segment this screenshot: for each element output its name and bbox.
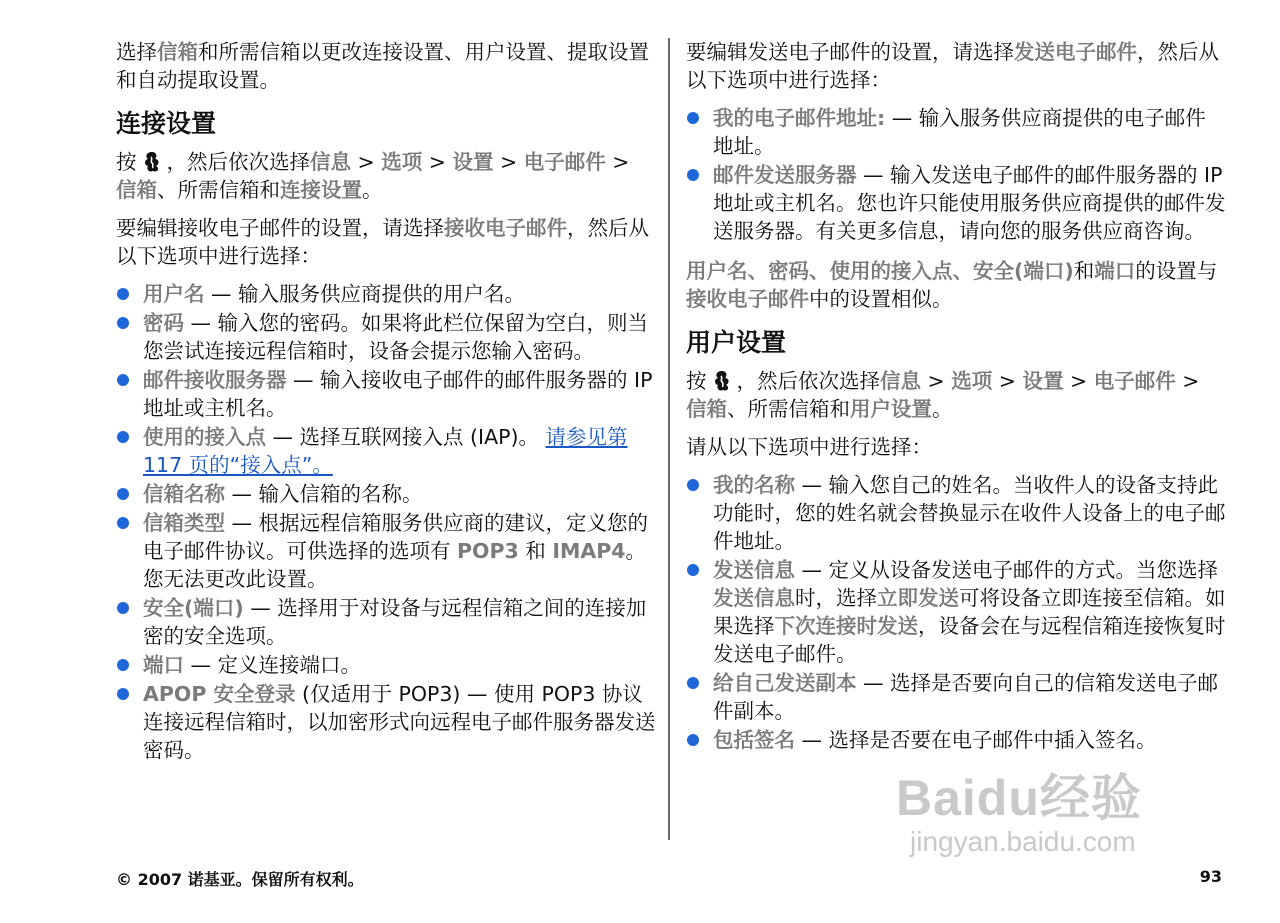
right-column xyxy=(686,38,1226,766)
option-description: — 输入服务供应商提供的电子邮件地址。 xyxy=(713,106,1206,158)
separator: > xyxy=(998,369,1016,393)
menu-term: 端口 xyxy=(1094,259,1136,283)
text: 要编辑接收电子邮件的设置，请选择 xyxy=(116,216,444,240)
similar-settings-paragraph xyxy=(686,257,1226,313)
separator: > xyxy=(428,150,446,174)
list-item xyxy=(686,726,1226,754)
list-item xyxy=(116,366,656,422)
option-label: 发送信息 xyxy=(713,558,795,582)
text: 按 xyxy=(686,369,707,393)
option-value: IMAP4 xyxy=(552,539,626,563)
text: ，然后从以下选项中进行选择： xyxy=(116,216,649,268)
separator: > xyxy=(1182,369,1200,393)
menu-term: 发送信息 xyxy=(713,586,795,610)
text: ，然后从以下选项中进行选择： xyxy=(686,40,1219,92)
option-description: (仅适用于 POP3) — 使用 POP3 协议连接远程信箱时，以加密形式向远程电子邮件服务器发送密码。 xyxy=(143,682,656,762)
edit-incoming-paragraph xyxy=(116,214,656,270)
option-label: 邮件发送服务器 xyxy=(713,163,857,187)
text: 和 xyxy=(1073,259,1095,283)
list-item xyxy=(686,161,1226,245)
bullet-icon xyxy=(687,564,699,576)
menu-term: 信箱 xyxy=(686,397,727,421)
separator: > xyxy=(357,150,375,174)
bullet-icon xyxy=(117,431,129,443)
menu-term: 信息 xyxy=(310,150,351,174)
copyright-footer: © 2007 诺基亚。保留所有权利。 xyxy=(116,870,364,889)
menu-term: 用户名 xyxy=(686,259,748,283)
option-description: 和 xyxy=(518,539,553,563)
menu-term: 、 xyxy=(747,259,768,283)
option-description: — 定义连接端口。 xyxy=(184,653,362,677)
text: 的设置与 xyxy=(1135,259,1218,283)
text: 、所需信箱和 xyxy=(157,178,280,202)
menu-term: 密码 xyxy=(768,259,809,283)
menu-term: 、 xyxy=(809,259,830,283)
menu-term: 信箱 xyxy=(116,178,157,202)
list-item xyxy=(116,280,656,308)
option-label: 邮件接收服务器 xyxy=(143,368,287,392)
option-label: 给自己发送副本 xyxy=(713,671,857,695)
menu-term: 用户设置 xyxy=(850,397,932,421)
page-number: 93 xyxy=(1199,867,1222,886)
option-description: — 根据远程信箱服务供应商的建议，定义您的电子邮件协议。可供选择的选项有 xyxy=(143,511,649,563)
access-point-link[interactable]: 请参见第 117 页的“接入点”。 xyxy=(143,425,628,477)
text: 和所需信箱以更改连接设置、用户设置、提取设置和自动提取设置。 xyxy=(116,40,649,92)
option-label: APOP 安全登录 xyxy=(143,682,296,706)
list-item xyxy=(686,556,1226,668)
menu-term: 、 xyxy=(952,259,973,283)
option-label: 包括签名 xyxy=(713,728,795,752)
bullet-icon xyxy=(687,169,699,181)
list-item xyxy=(686,471,1226,555)
user-settings-list xyxy=(686,471,1226,754)
bullet-icon xyxy=(687,479,699,491)
text: ，然后依次选择 xyxy=(166,150,310,174)
menu-key-icon xyxy=(711,369,733,393)
column-divider xyxy=(668,38,670,840)
option-label: 用户名 xyxy=(143,282,205,306)
bullet-icon xyxy=(117,288,129,300)
list-item xyxy=(116,594,656,650)
text: 。 xyxy=(932,397,953,421)
bullet-icon xyxy=(117,517,129,529)
bullet-icon xyxy=(117,317,129,329)
menu-term: 立即发送 xyxy=(877,586,959,610)
menu-term: 电子邮件 xyxy=(523,150,606,174)
list-item xyxy=(116,480,656,508)
option-label: 密码 xyxy=(143,311,184,335)
list-item xyxy=(116,680,656,764)
menu-term: 发送电子邮件 xyxy=(1014,40,1137,64)
menu-term: 连接设置 xyxy=(280,178,362,202)
option-description: — 选择是否要在电子邮件中插入签名。 xyxy=(795,728,1157,752)
menu-term: 安全(端口) xyxy=(973,259,1074,283)
section-heading-user-settings: 用户设置 xyxy=(686,328,787,357)
menu-term: 设置 xyxy=(1022,369,1064,393)
watermark-brand: Baidu经验 xyxy=(896,770,1142,826)
option-description: — 输入发送电子邮件的邮件服务器的 IP 地址或主机名。您也许只能使用服务供应商提供的邮件发送服务器。有关更多信息，请向您的服务供应商咨询。 xyxy=(713,163,1226,243)
menu-term: 电子邮件 xyxy=(1093,369,1176,393)
bullet-icon xyxy=(687,734,699,746)
separator: > xyxy=(927,369,945,393)
text: 按 xyxy=(116,150,137,174)
option-description: 时，选择 xyxy=(795,586,877,610)
separator: > xyxy=(1070,369,1088,393)
option-label: 安全(端口) xyxy=(143,596,244,620)
option-description: — 定义从设备发送电子邮件的方式。当您选择 xyxy=(795,558,1219,582)
bullet-icon xyxy=(117,659,129,671)
bullet-icon xyxy=(117,602,129,614)
option-description: — 输入服务供应商提供的用户名。 xyxy=(204,282,526,306)
section-heading-connection-settings: 连接设置 xyxy=(116,109,217,138)
text: ，然后依次选择 xyxy=(736,369,880,393)
outgoing-settings-list xyxy=(686,104,1226,245)
list-item xyxy=(116,423,656,479)
left-column xyxy=(116,38,656,776)
menu-key-icon xyxy=(141,150,163,174)
option-description: — 输入接收电子邮件的邮件服务器的 IP 地址或主机名。 xyxy=(143,368,653,420)
menu-term: 接收电子邮件 xyxy=(444,216,567,240)
text: 中的设置相似。 xyxy=(809,287,953,311)
option-description: — 输入信箱的名称。 xyxy=(225,482,423,506)
option-description: — 输入您自己的姓名。当收件人的设备支持此功能时，您的姓名就会替换显示在收件人设备上的电子邮件地址。 xyxy=(713,473,1226,553)
option-label: 信箱类型 xyxy=(143,511,225,535)
option-label: 信箱名称 xyxy=(143,482,225,506)
menu-term: 信箱 xyxy=(157,40,198,64)
option-label: 端口 xyxy=(143,653,184,677)
option-description: 可将设备立即连接至信箱。如果选择 xyxy=(713,586,1226,638)
option-description: — 选择互联网接入点 (IAP)。 xyxy=(266,425,546,449)
text: 要编辑发送电子邮件的设置，请选择 xyxy=(686,40,1014,64)
option-label: 使用的接入点 xyxy=(143,425,266,449)
incoming-settings-list xyxy=(116,280,656,764)
menu-term: 选项 xyxy=(381,150,423,174)
bullet-icon xyxy=(117,688,129,700)
option-description: ，设备会在与远程信箱连接恢复时发送电子邮件。 xyxy=(713,614,1226,666)
choose-paragraph: 请从以下选项中进行选择： xyxy=(686,435,932,459)
watermark-url: jingyan.baidu.com xyxy=(910,826,1136,857)
separator: > xyxy=(612,150,630,174)
menu-term: 使用的接入点 xyxy=(829,259,953,283)
edit-outgoing-paragraph xyxy=(686,38,1226,94)
text: 选择 xyxy=(116,40,157,64)
bullet-icon xyxy=(687,112,699,124)
option-value: POP3 xyxy=(457,539,519,563)
menu-term: 信息 xyxy=(880,369,921,393)
menu-term: 设置 xyxy=(452,150,494,174)
intro-paragraph xyxy=(116,38,656,94)
option-label: 我的名称 xyxy=(713,473,795,497)
option-description: — 输入您的密码。如果将此栏位保留为空白，则当您尝试连接远程信箱时，设备会提示您输入密码。 xyxy=(143,311,649,363)
option-description: 。您无法更改此设置。 xyxy=(143,539,646,591)
bullet-icon xyxy=(117,488,129,500)
menu-term: 选项 xyxy=(951,369,993,393)
baidu-watermark xyxy=(896,770,1142,858)
navigation-path xyxy=(116,148,656,204)
list-item xyxy=(116,509,656,593)
navigation-path xyxy=(686,367,1226,423)
text: 。 xyxy=(362,178,383,202)
menu-term: 下次连接时发送 xyxy=(774,614,918,638)
list-item xyxy=(686,669,1226,725)
option-description: — 选择用于对设备与远程信箱之间的连接加密的安全选项。 xyxy=(143,596,647,648)
list-item xyxy=(116,651,656,679)
list-item xyxy=(686,104,1226,160)
bullet-icon xyxy=(117,374,129,386)
list-item xyxy=(116,309,656,365)
bullet-icon xyxy=(687,677,699,689)
text: 、所需信箱和 xyxy=(727,397,850,421)
option-label: 我的电子邮件地址: xyxy=(713,106,886,130)
option-description: — 选择是否要向自己的信箱发送电子邮件副本。 xyxy=(713,671,1219,723)
separator: > xyxy=(500,150,518,174)
menu-term: 接收电子邮件 xyxy=(686,287,809,311)
